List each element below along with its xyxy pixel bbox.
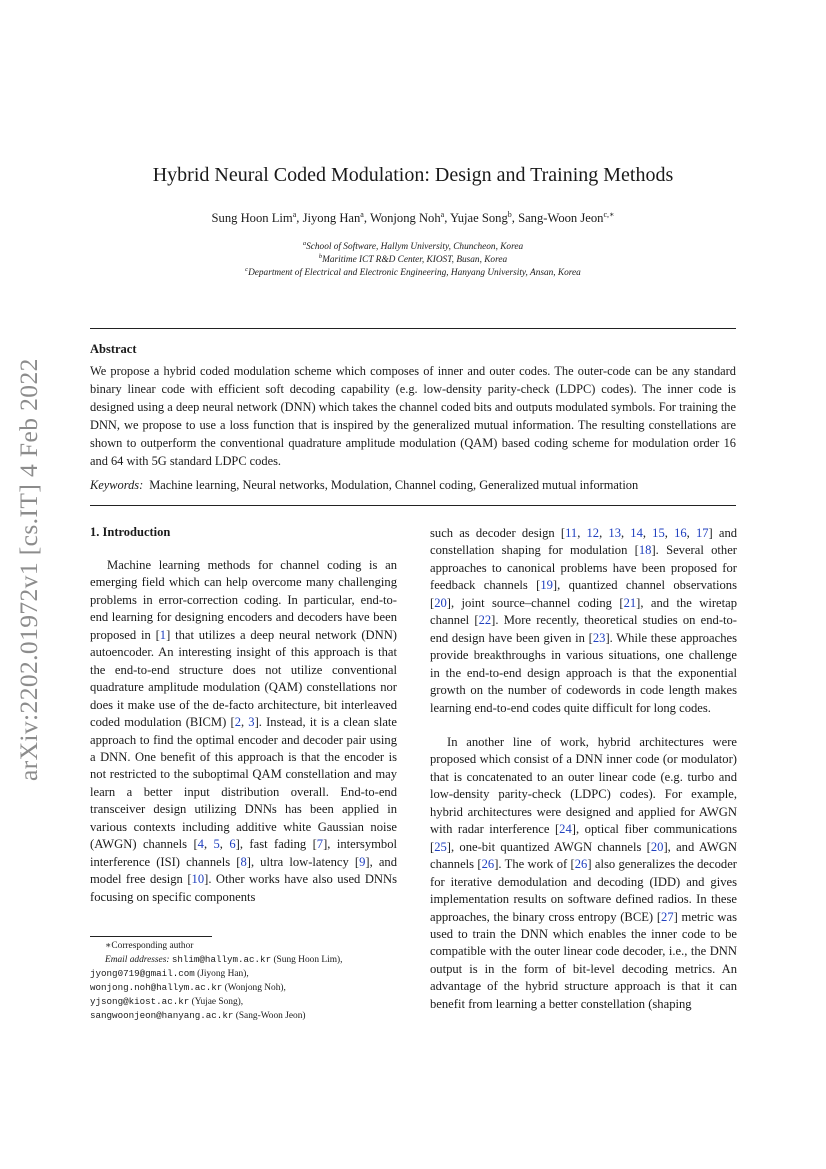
citation-link[interactable]: 16 xyxy=(674,526,687,540)
citation-link[interactable]: 5 xyxy=(213,837,220,852)
citation-link[interactable]: 3 xyxy=(248,715,255,730)
affiliation-mark: b xyxy=(318,253,323,260)
author-name: Yujae Song xyxy=(450,211,508,226)
arxiv-identifier: arXiv:2202.01972v1 [cs.IT] 4 Feb 2022 xyxy=(14,358,43,782)
author-affil-mark: a xyxy=(360,210,364,219)
email-address[interactable]: jyong0719@gmail.com xyxy=(90,968,195,980)
citation-link[interactable]: 22 xyxy=(478,613,492,628)
citation-link[interactable]: 7 xyxy=(316,837,324,852)
citation-link[interactable]: 26 xyxy=(481,857,495,872)
right-column xyxy=(430,525,737,1013)
affiliation-text: Department of Electrical and Electronic Engineering, Hanyang University, Ansan, Korea xyxy=(248,268,581,279)
citation-link[interactable]: 1 xyxy=(159,627,167,642)
email-line xyxy=(90,1009,410,1023)
author-list: Sung Hoon Lim$^a$, Jiyong Han$^a$, Wonjong Noh$^a$, Yujae Song$^b$, Sang-Woon Jeon$^{c,∗}$ xyxy=(211,210,615,226)
citation-link[interactable]: 12 xyxy=(586,526,600,540)
affiliation-mark: c xyxy=(245,266,249,273)
citation-link[interactable]: 15 xyxy=(652,526,665,540)
citation-link[interactable]: 17 xyxy=(695,526,709,540)
citation-link[interactable]: 21 xyxy=(623,595,637,610)
citation-link[interactable]: 6 xyxy=(229,837,236,852)
affiliation xyxy=(90,240,736,252)
citation-link[interactable]: 10 xyxy=(191,872,205,887)
citation-link[interactable]: 14 xyxy=(630,526,643,540)
keywords xyxy=(90,478,736,493)
citation-link[interactable]: 18 xyxy=(638,543,652,558)
author-affil-mark: c,∗ xyxy=(603,210,615,219)
affiliation-text: Maritime ICT R&D Center, KIOST, Busan, Korea xyxy=(322,255,508,266)
citation-link[interactable]: 20 xyxy=(434,595,447,610)
keywords-label: Keywords: xyxy=(90,478,144,492)
section-heading-introduction: 1. Introduction xyxy=(90,525,171,539)
abstract-top-rule xyxy=(90,328,736,329)
email-line xyxy=(90,967,410,981)
citation-link[interactable]: 11 xyxy=(565,526,578,540)
author-name: Sung Hoon Lim xyxy=(211,211,293,226)
paragraph: In another line of work, hybrid architectures were proposed which consist of a DNN inner code (or modulator) that is concatenated to an outer linear code (e.g. turbo and low-density parity-check (LDPC) codes). For example, hybrid architectures were designed and applied for AWGN with radar interference [24], optical fiber communications [25], one-bit quantized AWGN channels [20], and AWGN channels [26]. The work of [26] also generalizes the decoder for iterative demodulation and decoding (IDD) and gives implementation results on software defined radios. In these approaches, the binary cross entropy (BCE) [27] metric was used to train the DNN which enables the inner code to be compatible with the outer linear code decoder, i.e., the DNN output is in the form of bit-level decoding metrics. An advantage of the hybrid structure approach is that it can benefit from learning a better constellation (shaping xyxy=(430,734,737,1011)
abstract-bottom-rule xyxy=(90,505,736,506)
email-address[interactable]: yjsong@kiost.ac.kr xyxy=(90,996,190,1008)
citation-link[interactable]: 24 xyxy=(559,822,572,837)
corresponding-author-note: ∗Corresponding author xyxy=(105,941,194,951)
abstract-text: We propose a hybrid coded modulation scheme which composes of inner and outer codes. The outer-code can be any standard binary linear code with efficient soft decoding capability (e.g. low-density parity-check (LDPC) codes). The inner code is designed using a deep neural network (DNN) which takes the channel coded bits and outputs modulated symbols. For training the DNN, we propose to use a loss function that is inspired by the generalized mutual information. The resulting constellations are shown to outperform the conventional quadrature amplitude modulation (QAM) based coding scheme for modulation order 16 and 64 with 5G standard LDPC codes. xyxy=(90,364,736,468)
paragraph: Machine learning methods for channel coding is an emerging field which can help overcome many challenging problems in error-correction coding. In particular, end-to-end learning for designing encoders and decoders have been proposed in [1] that utilizes a deep neural network (DNN) autoencoder. An interesting insight of this approach is that the end-to-end structure does not utilize conventional quadrature amplitude modulation (QAM) constellations nor does it make use of the de-facto architecture, bit interleaved coded modulation (BICM) [2, 3]. Instead, it is a clean slate approach to find the optimal encoder and decoder pair using a DNN. One benefit of this approach is that the encoder is not restricted to the suboptimal QAM constellation and may learn a better input distribution overall. End-to-end transceiver design utilizing DNNs has been applied in various contexts including additive white Gaussian noise (AWGN) channels [4, 5, 6], fast fading [7], intersymbol interference (ISI) channels [8], ultra low-latency [9], and model free design [10]. Other works have also used DNNs focusing on specific components xyxy=(90,558,398,904)
email-line xyxy=(90,953,410,967)
email-owner: (Yujae Song), xyxy=(191,997,244,1008)
affiliation xyxy=(90,253,736,265)
citation-link[interactable]: 23 xyxy=(592,630,606,645)
citation-link[interactable]: 9 xyxy=(359,854,366,869)
author-name: Wonjong Noh xyxy=(369,211,441,226)
author-affil-mark: a xyxy=(440,210,445,219)
author-affil-mark: a xyxy=(292,210,297,219)
footnotes xyxy=(90,940,410,1024)
citation-link[interactable]: 4 xyxy=(197,837,204,852)
affiliation-mark: a xyxy=(302,240,307,247)
keywords-text: Machine learning, Neural networks, Modulation, Channel coding, Generalized mutual information xyxy=(149,478,639,492)
left-column xyxy=(90,557,397,906)
author-name: Jiyong Han xyxy=(302,211,361,226)
author-name: Sang-Woon Jeon xyxy=(518,211,604,226)
email-line xyxy=(90,995,410,1009)
citation-link[interactable]: 2 xyxy=(234,715,241,730)
affiliation-text: School of Software, Hallym University, Chuncheon, Korea xyxy=(306,242,524,253)
email-owner: (Sung Hoon Lim), xyxy=(273,955,343,966)
citation-link[interactable]: 19 xyxy=(540,578,553,593)
citation-link[interactable]: 13 xyxy=(608,526,621,540)
author-affil-mark: b xyxy=(507,210,512,219)
email-label: Email addresses: xyxy=(105,955,170,966)
citation-link[interactable]: 26 xyxy=(574,857,588,872)
email-owner: (Jiyong Han), xyxy=(197,969,249,980)
email-owner: (Wonjong Noh), xyxy=(224,983,286,994)
email-line xyxy=(90,981,410,995)
paper-title: Hybrid Neural Coded Modulation: Design and Training Methods xyxy=(152,164,674,186)
citation-link[interactable]: 20 xyxy=(650,839,664,854)
paragraph: such as decoder design [11, 12, 13, 14, 15, 16, 17] and constellation shaping for modulation [18]. Several other approaches to canonical problems have been proposed for feedback channels [19], quantized channel observations [20], joint source–channel coding [21], and the wiretap channel [22]. More recently, theoretical studies on end-to-end design have been given in [23]. While these approaches provide breakthroughs in various situations, one challenge in the end-to-end design approach is that the exponential growth on the number of codewords in code length makes learning end-to-end codes quite difficult for long codes. xyxy=(430,526,738,715)
citation-link[interactable]: 8 xyxy=(240,854,247,869)
email-address[interactable]: shlim@hallym.ac.kr xyxy=(171,954,272,966)
abstract-heading: Abstract xyxy=(90,342,137,356)
email-owner: (Sang-Woon Jeon) xyxy=(235,1011,306,1022)
email-address[interactable]: sangwoonjeon@hanyang.ac.kr xyxy=(90,1010,234,1022)
affiliation xyxy=(90,266,736,278)
email-address[interactable]: wonjong.noh@hallym.ac.kr xyxy=(90,982,223,994)
citation-link[interactable]: 25 xyxy=(434,839,447,854)
footnote-rule xyxy=(90,936,212,937)
citation-link[interactable]: 27 xyxy=(661,909,674,924)
